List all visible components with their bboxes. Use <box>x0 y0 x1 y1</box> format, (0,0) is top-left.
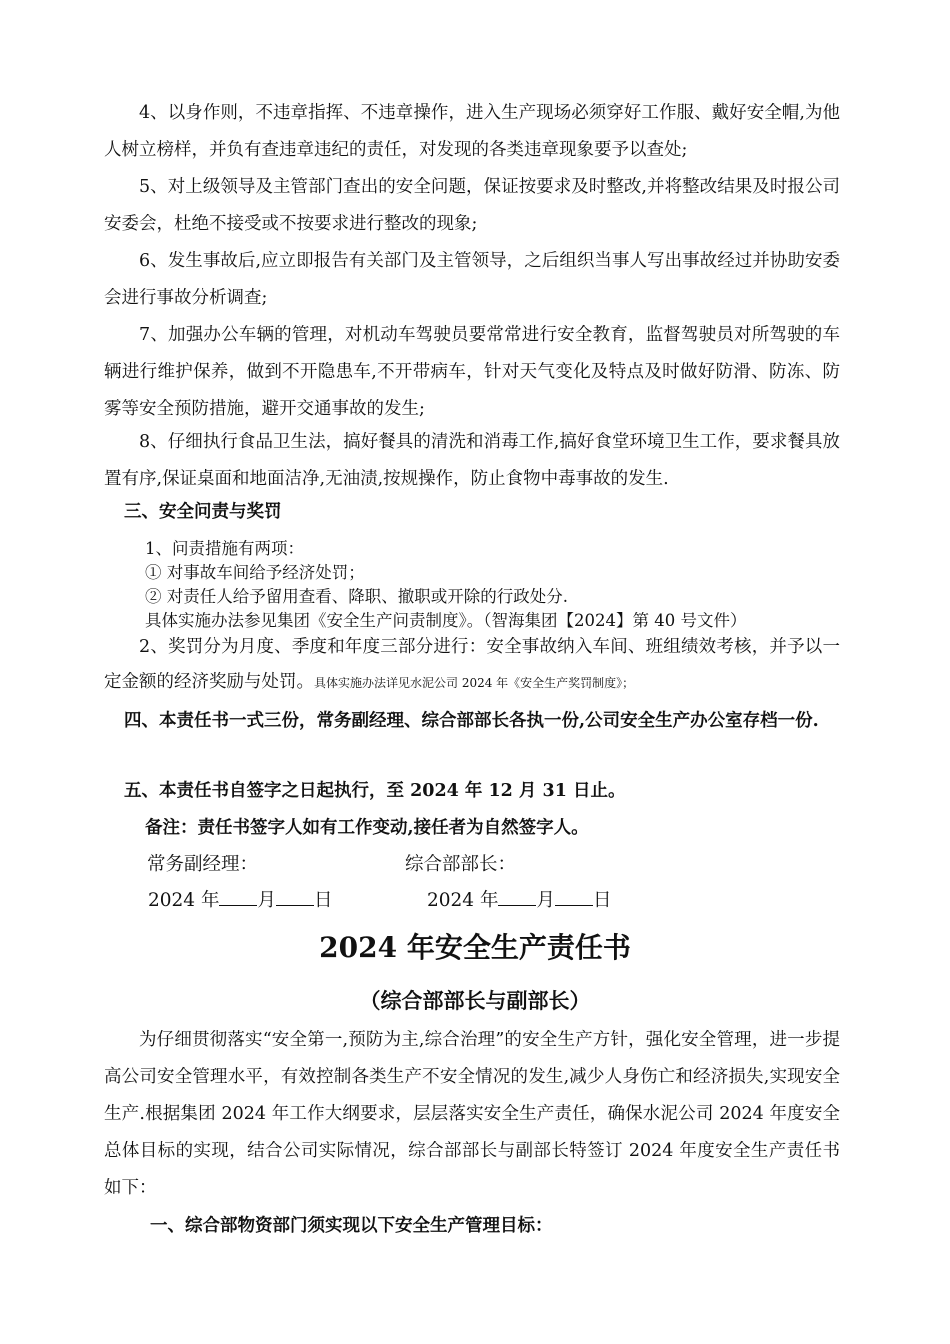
target-heading-1: 一、综合部物资部门须实现以下安全生产管理目标： <box>150 1216 553 1236</box>
item-7: 7、加强办公车辆的管理，对机动车驾驶员要常常进行安全教育，监督驾驶员对所驾驶的车辆进行维护保养，做到不开隐患车,不开带病车，针对天气变化及特点及时做好防滑、防冻、防雾等安全预防措施，避开交通事故的发生; <box>104 325 840 419</box>
section-3-heading: 三、安全问责与奖罚 <box>124 502 282 522</box>
accountability-line-2: ① 对事故车间给予经济处罚； <box>145 563 365 582</box>
remark-note: 备注：责任书签字人如有工作变动,接任者为自然签字人。 <box>145 818 589 838</box>
signature-label-deputy-manager: 常务副经理： <box>147 854 259 875</box>
month-blank <box>498 887 536 906</box>
accountability-line-4: 具体实施办法参见集团《安全生产问责制度》。（智海集团【2024】第 40 号文件） <box>145 611 747 630</box>
item-6: 6、发生事故后,应立即报告有关部门及主管领导，之后组织当事人写出事故经过并协助安委会进行事故分析调查; <box>104 251 840 308</box>
signature-label-department-head: 综合部部长： <box>405 854 517 875</box>
accountability-line-3: ② 对责任人给予留用查看、降职、撤职或开除的行政处分. <box>145 587 568 606</box>
signature-date-right: 2024 年 月 日 <box>427 886 612 912</box>
day-blank <box>276 887 314 906</box>
month-blank <box>219 887 257 906</box>
reward-item-2-main: 2、奖罚分为月度、季度和年度三部分进行：安全事故纳入车间、班组绩效考核，并予以一定金额的经济奖励与处罚。 <box>104 637 840 692</box>
item-4: 4、以身作则，不违章指挥、不违章操作，进入生产现场必须穿好工作服、戴好安全帽,为他人树立榜样，并负有查违章违纪的责任，对发现的各类违章现象要予以查处; <box>104 103 840 160</box>
day-blank <box>555 887 593 906</box>
document-title: 2024 年安全生产责任书 <box>319 931 631 964</box>
reward-item-2-note: 具体实施办法详见水泥公司 2024 年《安全生产奖罚制度》； <box>314 676 635 690</box>
document-subtitle: （综合部部长与副部长） <box>359 988 591 1013</box>
item-5: 5、对上级领导及主管部门查出的安全问题，保证按要求及时整改,并将整改结果及时报公司安委会，杜绝不接受或不按要求进行整改的现象; <box>104 177 840 234</box>
section-5: 五、本责任书自签字之日起执行，至 2024 年 12 月 31 日止。 <box>124 781 626 801</box>
item-8: 8、仔细执行食品卫生法，搞好餐具的清洗和消毒工作,搞好食堂环境卫生工作，要求餐具放置有序,保证桌面和地面洁净,无油渍,按规操作，防止食物中毒事故的发生. <box>104 432 840 489</box>
signature-date-left: 2024 年 月 日 <box>148 886 333 912</box>
intro-paragraph: 为仔细贯彻落实“安全第一,预防为主,综合治理”的安全生产方针，强化安全管理，进一步提高公司安全管理水平，有效控制各类生产不安全情况的发生,减少人身伤亡和经济损失,实现安全生产.根据集团 2024 年工作大纲要求，层层落实安全生产责任，确保水泥公司 2024 年度安全总体目标的实现，结合公司实际情况，综合部部长与副部长特签订 2024 年度安全生产责任书如下： <box>104 1030 840 1198</box>
section-4: 四、本责任书一式三份，常务副经理、综合部部长各执一份,公司安全生产办公室存档一份. <box>124 711 819 731</box>
accountability-line-1: 1、问责措施有两项： <box>145 539 304 558</box>
reward-item-2 <box>104 630 840 701</box>
